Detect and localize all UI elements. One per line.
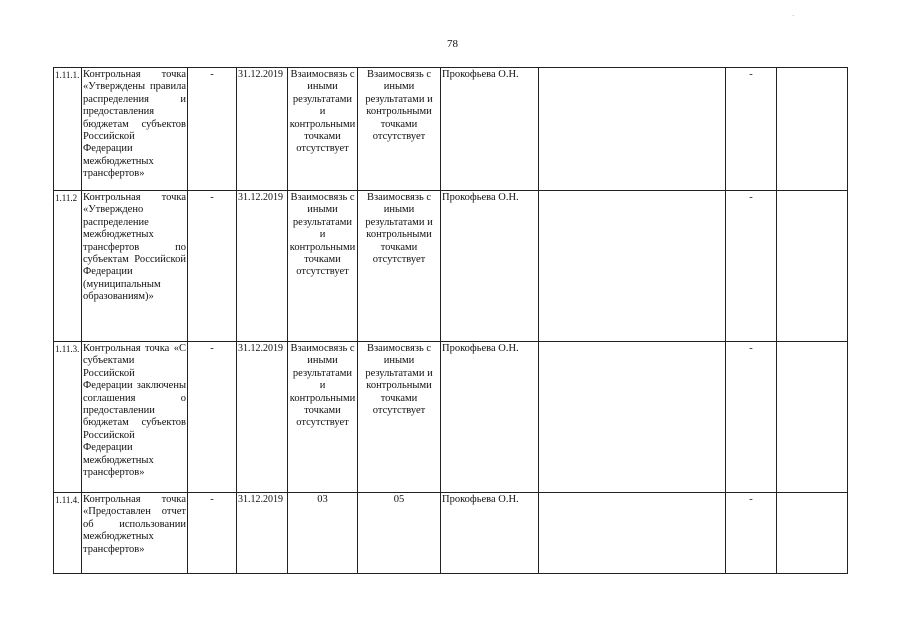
successor-cell: Взаимосвязь с иными результатами и контрольными точками отсутствует — [358, 68, 441, 191]
corner-mark: · — [792, 12, 795, 20]
empty-cell — [777, 493, 848, 574]
control-point-name: Контрольная точка «Утверждены правила распределения и предоставления бюджетам субъектов Российской Федерации межбюджетных трансфертов» — [82, 68, 188, 191]
end-date-cell: 31.12.2019 — [237, 342, 288, 493]
empty-cell — [777, 342, 848, 493]
row-number: 1.11.1. — [54, 68, 82, 191]
successor-cell: Взаимосвязь с иными результатами и контрольными точками отсутствует — [358, 191, 441, 342]
predecessor-cell: Взаимосвязь с иными результатами и контрольными точками отсутствует — [288, 68, 358, 191]
successor-cell: Взаимосвязь с иными результатами и контрольными точками отсутствует — [358, 342, 441, 493]
start-date-cell: - — [188, 191, 237, 342]
control-point-name: Контрольная точка «Утверждено распределение межбюджетных трансфертов по субъектам Российской Федерации (муниципальным образованиям)» — [82, 191, 188, 342]
control-point-name: Контрольная точка «С субъектами Российской Федерации заключены соглашения о предоставлении бюджетам субъектов Российской Федерации межбюджетных трансфертов» — [82, 342, 188, 493]
predecessor-cell: 03 — [288, 493, 358, 574]
responsible-cell: Прокофьева О.Н. — [441, 68, 539, 191]
level-cell: - — [726, 191, 777, 342]
row-number: 1.11.4. — [54, 493, 82, 574]
end-date-cell: 31.12.2019 — [237, 493, 288, 574]
page-number: 78 — [447, 38, 458, 50]
control-points-table — [53, 67, 848, 574]
level-cell: - — [726, 68, 777, 191]
table-row — [54, 342, 848, 493]
responsible-cell: Прокофьева О.Н. — [441, 342, 539, 493]
end-date-cell: 31.12.2019 — [237, 68, 288, 191]
level-cell: - — [726, 342, 777, 493]
empty-cell — [777, 191, 848, 342]
predecessor-cell: Взаимосвязь с иными результатами и контрольными точками отсутствует — [288, 191, 358, 342]
level-cell: - — [726, 493, 777, 574]
start-date-cell: - — [188, 342, 237, 493]
result-cell — [539, 493, 726, 574]
successor-cell: 05 — [358, 493, 441, 574]
table-row — [54, 493, 848, 574]
table-row — [54, 191, 848, 342]
row-number: 1.11.3. — [54, 342, 82, 493]
result-cell — [539, 68, 726, 191]
responsible-cell: Прокофьева О.Н. — [441, 493, 539, 574]
result-cell — [539, 191, 726, 342]
table-row — [54, 68, 848, 191]
predecessor-cell: Взаимосвязь с иными результатами и контрольными точками отсутствует — [288, 342, 358, 493]
control-point-name: Контрольная точка «Предоставлен отчет об использовании межбюджетных трансфертов» — [82, 493, 188, 574]
responsible-cell: Прокофьева О.Н. — [441, 191, 539, 342]
end-date-cell: 31.12.2019 — [237, 191, 288, 342]
empty-cell — [777, 68, 848, 191]
result-cell — [539, 342, 726, 493]
row-number: 1.11.2 — [54, 191, 82, 342]
start-date-cell: - — [188, 493, 237, 574]
start-date-cell: - — [188, 68, 237, 191]
